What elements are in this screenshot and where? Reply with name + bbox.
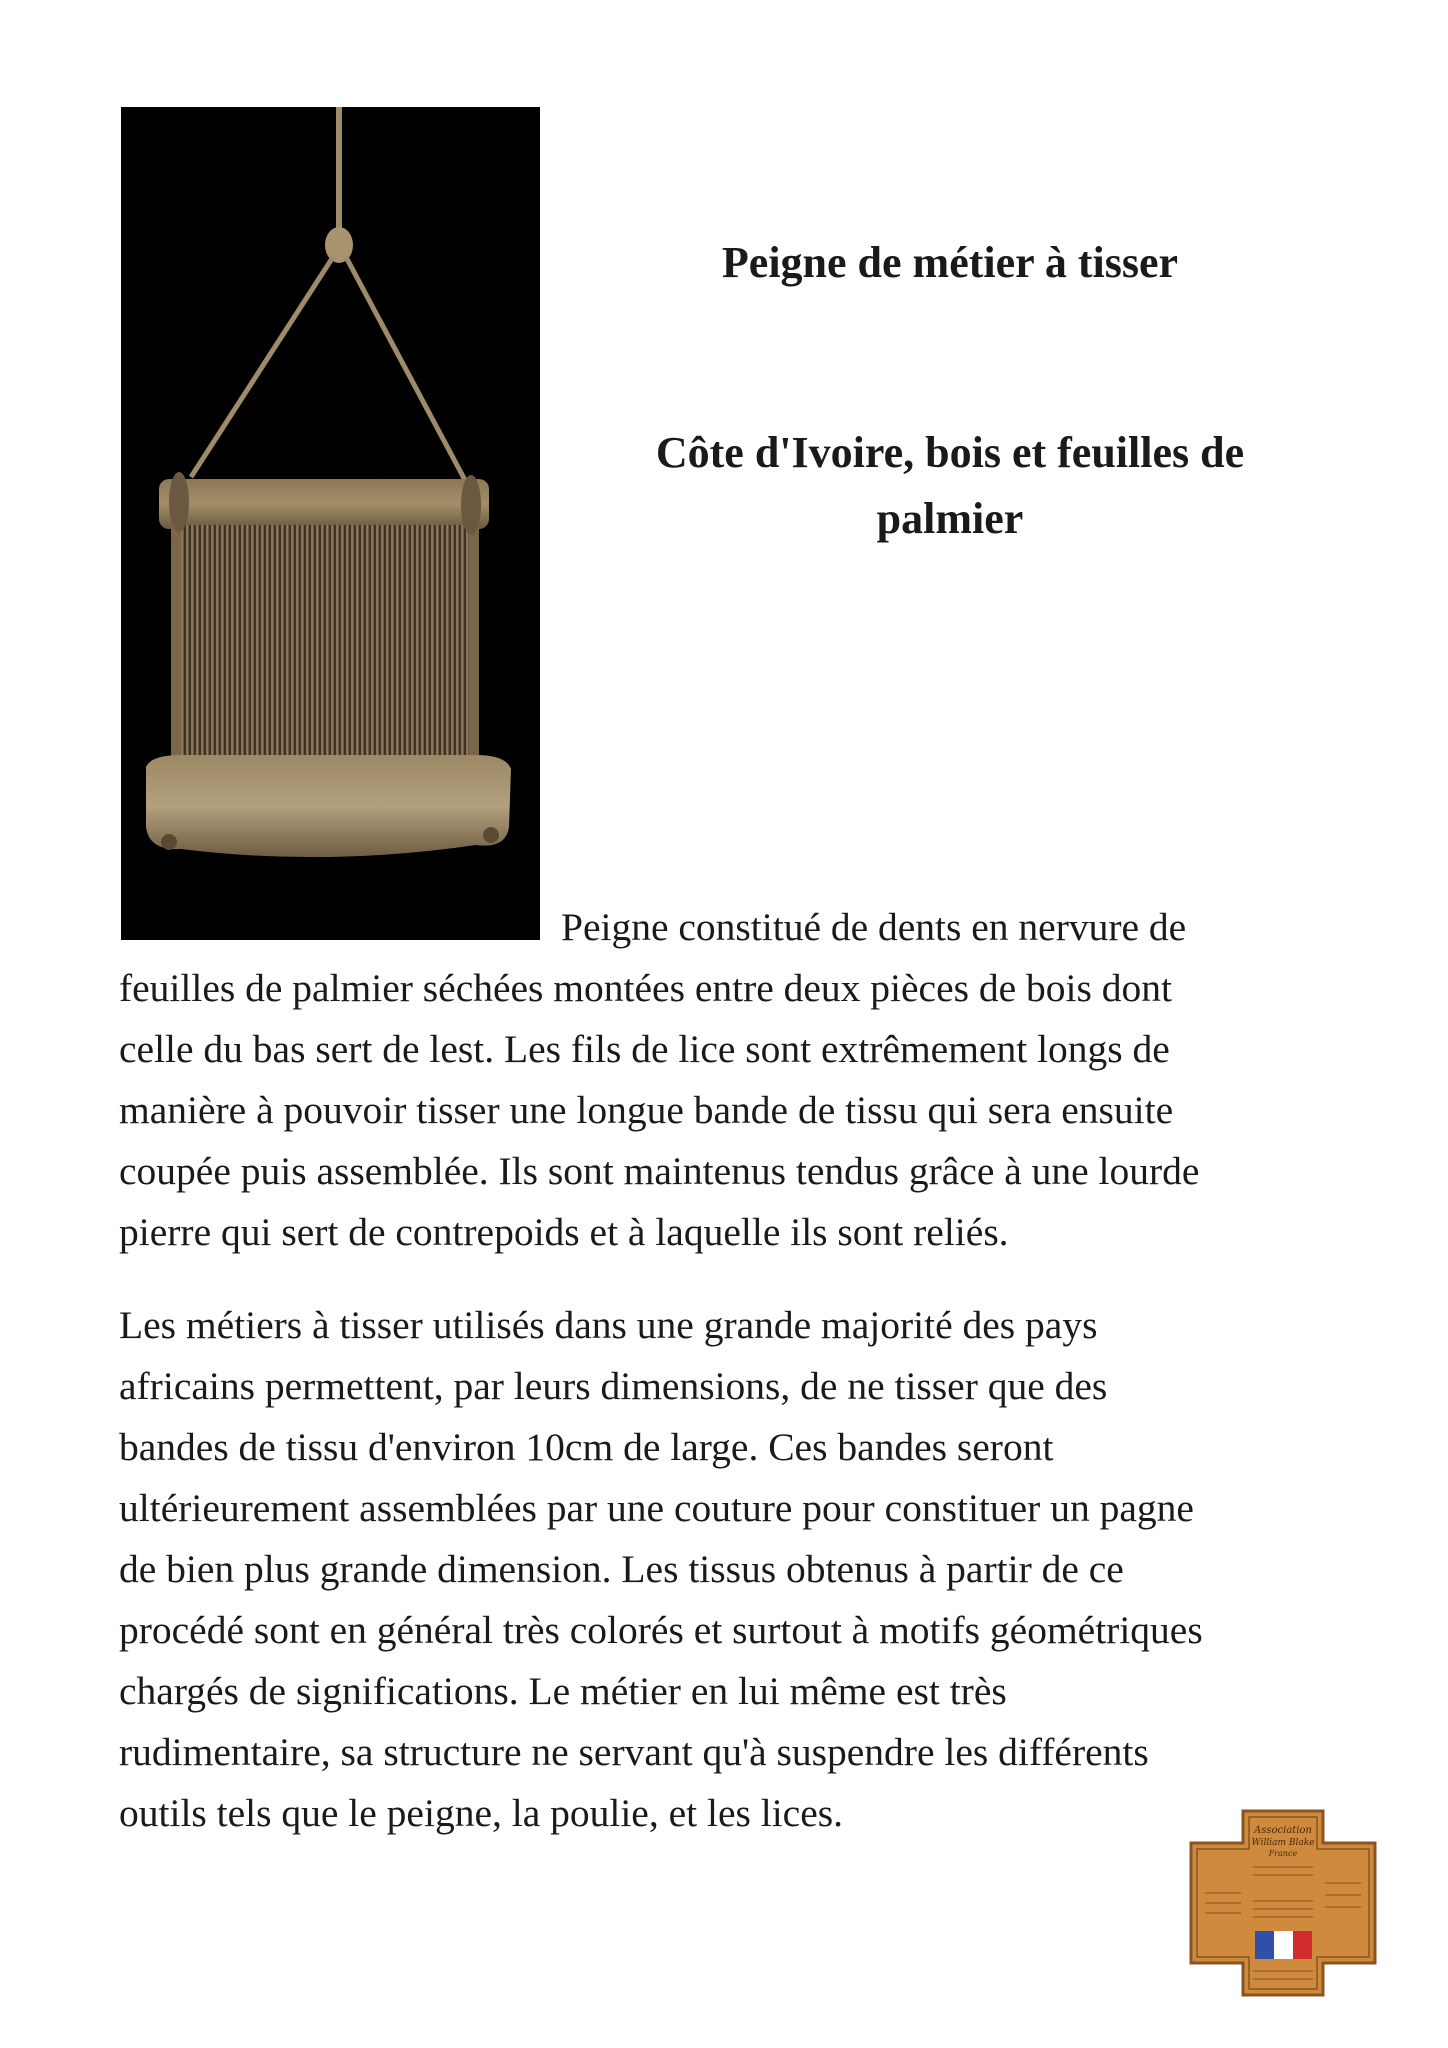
text-line: ultérieurement assemblées par une couture pour constituer un pagne <box>119 1486 1194 1530</box>
paragraph-2 <box>119 1295 1349 1844</box>
text-line: Les métiers à tisser utilisés dans une grande majorité des pays <box>119 1303 1098 1347</box>
text-line: rudimentaire, sa structure ne servant qu'à suspendre les différents <box>119 1730 1149 1774</box>
text-line: coupée puis assemblée. Ils sont maintenus tendus grâce à une lourde <box>119 1149 1200 1193</box>
text-line: celle du bas sert de lest. Les fils de lice sont extrêmement longs de <box>119 1027 1170 1071</box>
subtitle-line: palmier <box>876 494 1024 543</box>
text-line: de bien plus grande dimension. Les tissus obtenus à partir de ce <box>119 1547 1124 1591</box>
association-seal <box>1183 1803 1383 2003</box>
loom-comb-photo <box>121 107 540 940</box>
seal-text: France <box>1268 1849 1298 1858</box>
text-line: feuilles de palmier séchées montées entre deux pièces de bois dont <box>119 966 1172 1010</box>
document-subtitle <box>560 420 1340 552</box>
seal-text: William Blake <box>1251 1838 1315 1848</box>
text-line: pierre qui sert de contrepoids et à laquelle ils sont reliés. <box>119 1210 1009 1254</box>
seal-text: Association <box>1254 1825 1312 1836</box>
text-line: africains permettent, par leurs dimensions, de ne tisser que des <box>119 1364 1108 1408</box>
subtitle-line: Côte d'Ivoire, bois et feuilles de <box>655 428 1245 477</box>
paragraph-1-first-line: Peigne constitué de dents en nervure de <box>561 905 1187 949</box>
text-line: bandes de tissu d'environ 10cm de large. Ces bandes seront <box>119 1425 1054 1469</box>
paragraph-1 <box>119 958 1349 1263</box>
text-line: procédé sont en général très colorés et surtout à motifs géométriques <box>119 1608 1203 1652</box>
document-title: Peigne de métier à tisser <box>721 238 1179 287</box>
text-line: outils tels que le peigne, la poulie, et les lices. <box>119 1791 843 1835</box>
text-line: chargés de significations. Le métier en lui même est très <box>119 1669 1007 1713</box>
text-line: manière à pouvoir tisser une longue bande de tissu qui sera ensuite <box>119 1088 1174 1132</box>
